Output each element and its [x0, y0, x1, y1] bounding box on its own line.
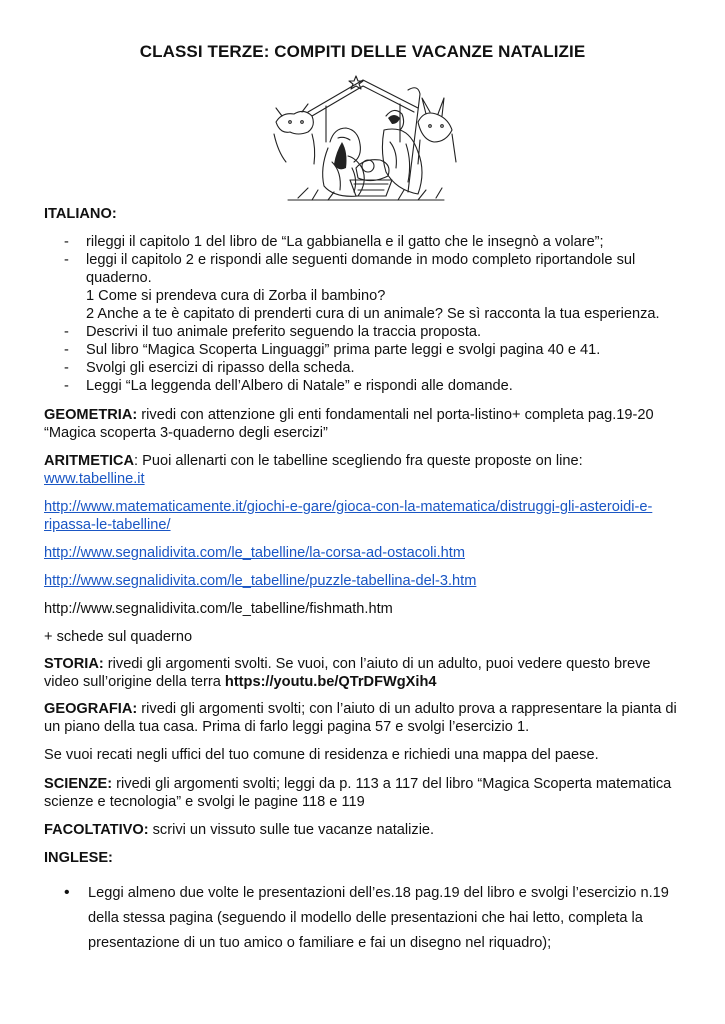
inglese-line-3: presentazione di un tuo amico o familiare e fai un disegno nel riquadro); [88, 935, 552, 951]
link-fishmath: http://www.segnalidivita.com/le_tabelline/fishmath.htm [44, 601, 393, 617]
storia-line-1 [44, 655, 651, 673]
link-matematicamente-cont[interactable]: ripassa-le-tabelline/ [44, 517, 171, 533]
inglese-bullet: • [64, 884, 70, 901]
geometria-label: GEOMETRIA: [44, 407, 138, 423]
link-corsa-ostacoli[interactable]: http://www.segnalidivita.com/le_tabelline/la-corsa-ad-ostacoli.htm [44, 545, 465, 561]
scienze-label: SCIENZE: [44, 776, 113, 792]
geometria-line-2: “Magica scoperta 3-quaderno degli esercizi” [44, 425, 328, 441]
italiano-item-3: Descrivi il tuo animale preferito seguendo la traccia proposta. [86, 324, 482, 340]
geografia-line-3: Se vuoi recati negli uffici del tuo comune di residenza e richiedi una mappa del paese. [44, 747, 599, 763]
geometria-line-1 [44, 406, 654, 424]
storia-text-1: rivedi gli argomenti svolti. Se vuoi, con l’aiuto di un adulto, puoi vedere questo breve [103, 656, 651, 672]
italiano-question-1: 1 Come si prendeva cura di Zorba il bambino? [86, 288, 386, 304]
geografia-label: GEOGRAFIA: [44, 701, 138, 717]
storia-text-2: video sull’origine della terra [44, 674, 225, 690]
dash-5: - [64, 360, 69, 376]
link-matematicamente[interactable]: http://www.matematicamente.it/giochi-e-gare/gioca-con-la-matematica/distruggi-gli-asteroidi-e- [44, 499, 653, 515]
dash-2: - [64, 252, 69, 268]
scienze-text-1: rivedi gli argomenti svolti; leggi da p. 113 a 117 del libro “Magica Scoperta matematica [112, 776, 672, 792]
italiano-item-2: leggi il capitolo 2 e rispondi alle seguenti domande in modo completo riportandole sul [86, 252, 636, 268]
geometria-text-1: rivedi con attenzione gli enti fondamentali nel porta-listino+ completa pag.19-20 [137, 407, 654, 423]
facoltativo-line [44, 821, 434, 839]
geografia-line-1 [44, 700, 677, 718]
nativity-scene-icon [268, 72, 458, 204]
italiano-item-5: Svolgi gli esercizi di ripasso della scheda. [86, 360, 355, 376]
dash-3: - [64, 324, 69, 340]
italiano-item-6: Leggi “La leggenda dell’Albero di Natale” e rispondi alle domande. [86, 378, 513, 394]
page-title: CLASSI TERZE: COMPITI DELLE VACANZE NATALIZIE [139, 42, 586, 61]
dash-6: - [64, 378, 69, 394]
aritmetica-label: ARITMETICA [44, 453, 134, 469]
storia-label: STORIA: [44, 656, 104, 672]
inglese-line-1: Leggi almeno due volte le presentazioni dell’es.18 pag.19 del libro e svolgi l’esercizio n.19 [88, 885, 669, 901]
dash-4: - [64, 342, 69, 358]
italiano-item-1: rileggi il capitolo 1 del libro de “La gabbianella e il gatto che le insegnò a volare”; [86, 234, 604, 250]
italiano-question-2: 2 Anche a te è capitato di prenderti cura di un animale? Se sì racconta la tua esperienza. [86, 306, 660, 322]
link-tabelline[interactable]: www.tabelline.it [44, 471, 145, 487]
scienze-line-1 [44, 775, 671, 793]
facoltativo-text: scrivi un vissuto sulle tue vacanze natalizie. [148, 822, 435, 838]
facoltativo-label: FACOLTATIVO: [44, 822, 149, 838]
dash-1: - [64, 234, 69, 250]
inglese-heading: INGLESE: [44, 850, 113, 866]
aritmetica-line [44, 452, 583, 470]
storia-line-2 [44, 673, 437, 691]
italiano-item-4: Sul libro “Magica Scoperta Linguaggi” prima parte leggi e svolgi pagina 40 e 41. [86, 342, 601, 358]
link-puzzle-tabellina[interactable]: http://www.segnalidivita.com/le_tabelline/puzzle-tabellina-del-3.htm [44, 573, 477, 589]
geografia-line-2: un piano della tua casa. Prima di farlo leggi pagina 57 e svolgi l’esercizio 1. [44, 719, 530, 735]
inglese-line-2: della stessa pagina (seguendo il modello delle presentazioni che hai letto, completa la [88, 910, 643, 926]
storia-video-link[interactable]: https://youtu.be/QTrDFWgXih4 [224, 674, 437, 690]
italiano-heading: ITALIANO: [44, 206, 117, 222]
geografia-text-1: rivedi gli argomenti svolti; con l’aiuto di un adulto prova a rappresentare la pianta di [137, 701, 677, 717]
italiano-item-2-cont: quaderno. [86, 270, 152, 286]
schede-quaderno: + schede sul quaderno [44, 629, 193, 645]
aritmetica-text: : Puoi allenarti con le tabelline scegliendo fra queste proposte on line: [134, 453, 583, 469]
scienze-line-2: scienze e tecnologia” e svolgi le pagine 118 e 119 [44, 794, 365, 810]
